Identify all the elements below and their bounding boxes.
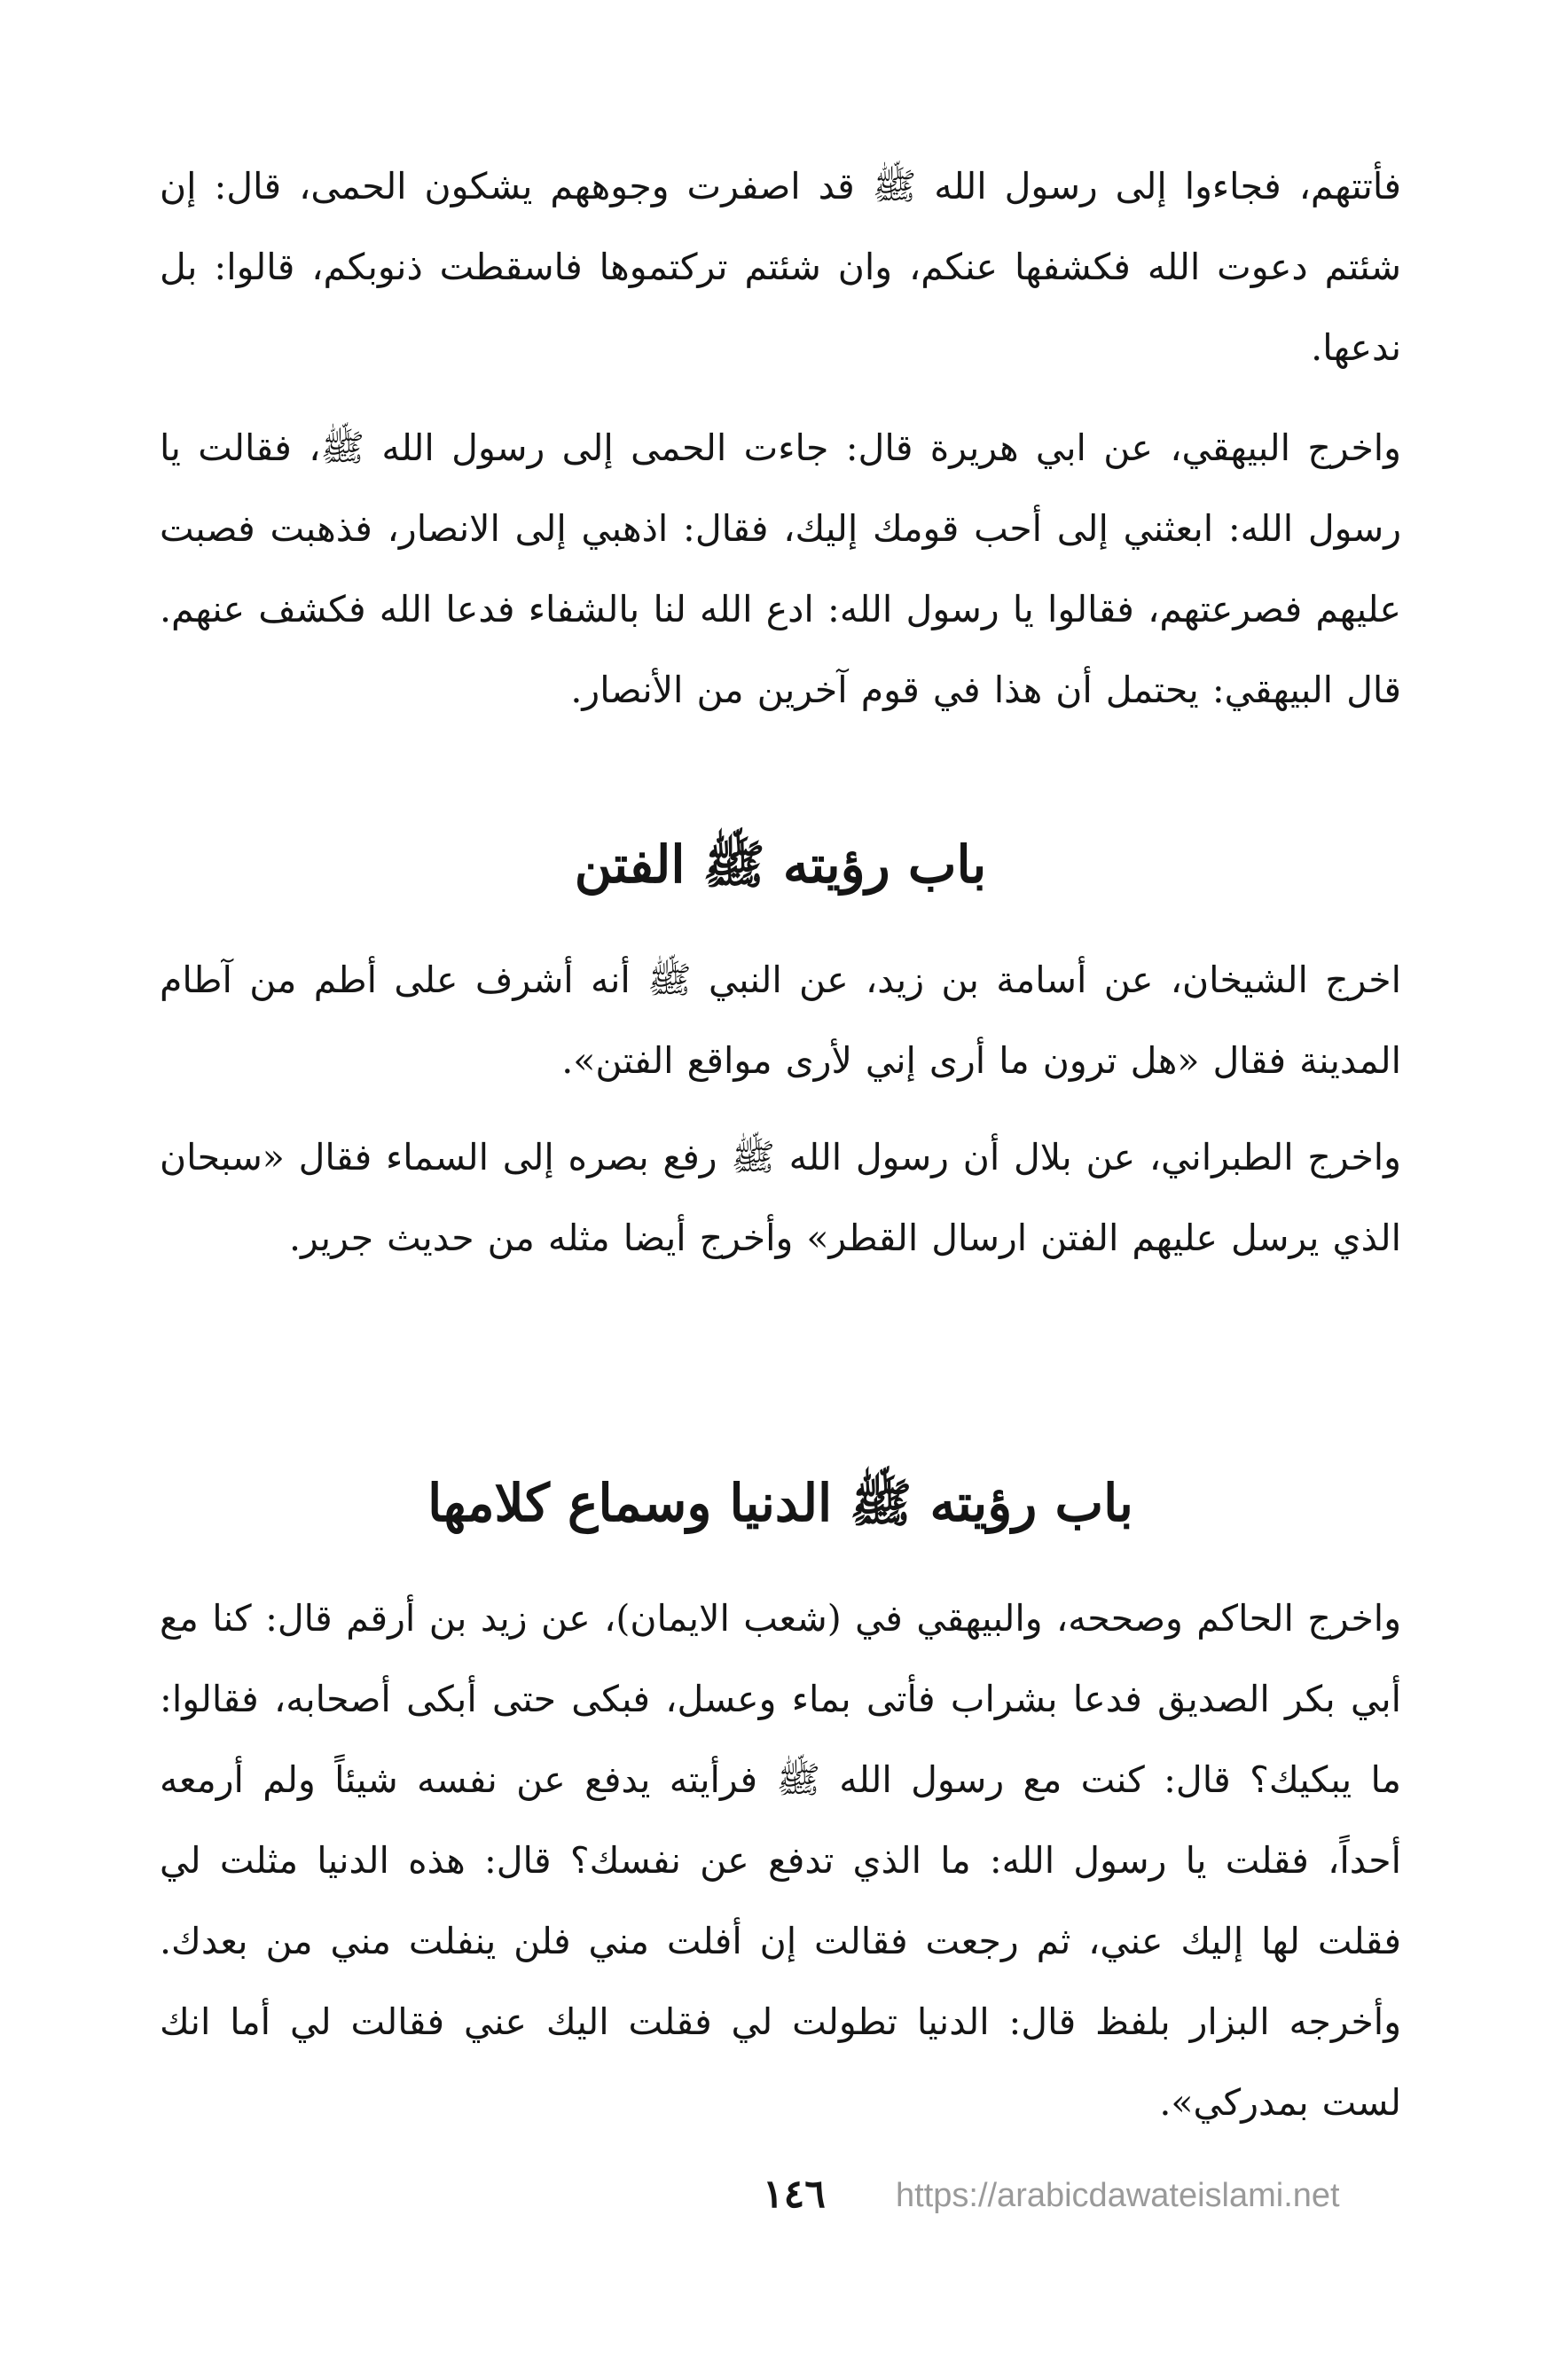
paragraph-usama-hadith: اخرج الشيخان، عن أسامة بن زيد، عن النبي ﷺ أنه أشرف على أطم من آطام المدينة فقال «هل ترون ما أرى إني لأرى مواقع الفتن». <box>160 959 1401 1082</box>
paragraph-fever-ansar: واخرج البيهقي، عن ابي هريرة قال: جاءت الحمى إلى رسول الله ﷺ، فقالت يا رسول الله: ابعثني إلى أحب قومك إليك، فقال: اذهبي إلى الانصار، فذهبت فصبت عليهم فصرعتهم، فقالوا يا رسول الله: ادع الله لنا بالشفاء فدعا الله فكشف عنهم. قال البيهقي: يحتمل أن هذا في قوم آخرين من الأنصار. <box>160 427 1401 711</box>
chapter-heading-dunya: باب رؤيته ﷺ الدنيا وسماع كلامها <box>427 1473 1133 1533</box>
paragraph-zayd-hadith: واخرج الحاكم وصححه، والبيهقي في (شعب الايمان)، عن زيد بن أرقم قال: كنا مع أبي بكر الصديق فدعا بشراب فأتى بماء وعسل، فبكى حتى أبكى أصحابه، فقالوا: ما يبكيك؟ قال: كنت مع رسول الله ﷺ فرأيته يدفع عن نفسه شيئاً ولم أرمعه أحداً، فقلت يا رسول الله: ما الذي تدفع عن نفسك؟ قال: هذه الدنيا مثلت لي فقلت لها إليك عني، ثم رجعت فقالت إن أفلت مني فلن ينفلت مني من بعدك. وأخرجه البزار بلفظ قال: الدنيا تطولت لي فقلت اليك عني فقالت لي أما انك لست بمدركي». <box>160 1597 1401 2124</box>
page-number: ١٤٦ <box>763 2172 826 2217</box>
chapter-heading-fitan: باب رؤيته ﷺ الفتن <box>574 834 987 895</box>
page-footer <box>763 2164 1383 2226</box>
website-watermark: https://arabicdawateislami.net <box>896 2177 1340 2214</box>
paragraph-bilal-hadith: واخرج الطبراني، عن بلال أن رسول الله ﷺ رفع بصره إلى السماء فقال «سبحان الذي يرسل عليهم الفتن ارسال القطر» وأخرج أيضا مثله من حديث جرير. <box>160 1136 1401 1259</box>
paragraph-fever-visit: فأتتهم، فجاءوا إلى رسول الله ﷺ قد اصفرت وجوههم يشكون الحمى، قال: إن شئتم دعوت الله فكشفها عنكم، وان شئتم تركتموها فاسقطت ذنوبكم، قالوا: بل ندعها. <box>160 165 1401 369</box>
